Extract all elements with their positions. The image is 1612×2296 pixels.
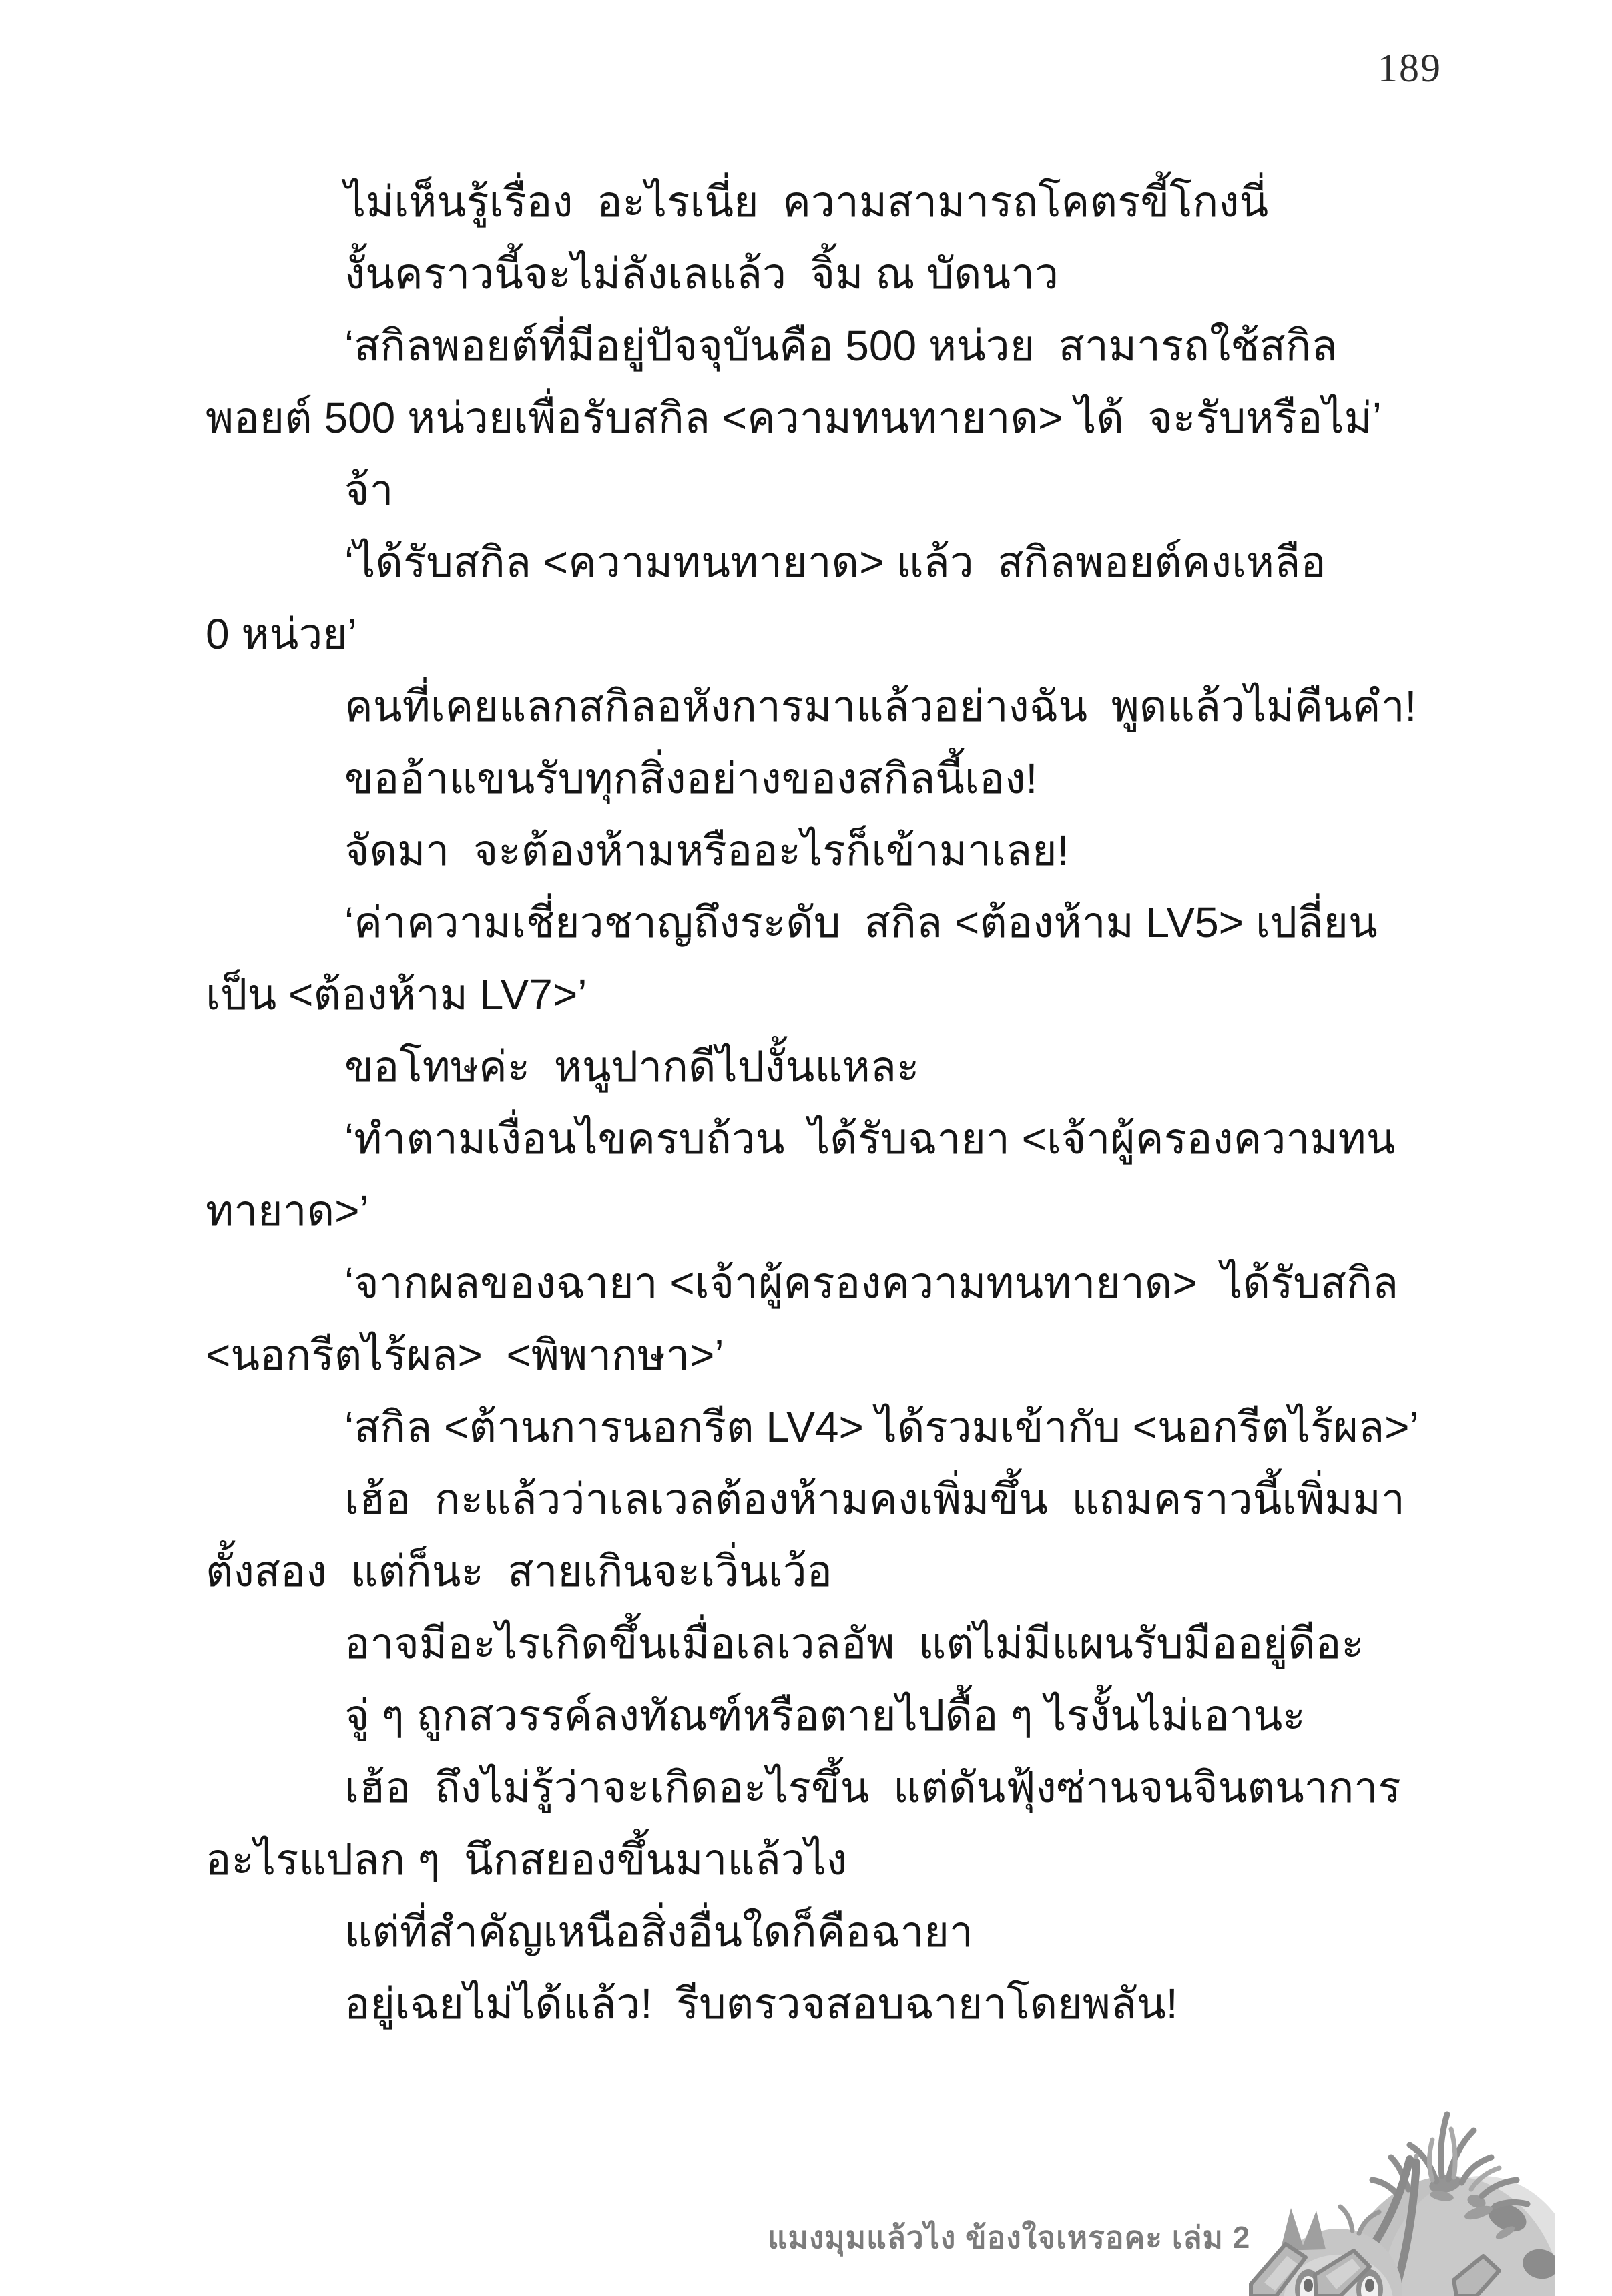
text-block	[206, 166, 1442, 2040]
text-line: ‘ค่าความเชี่ยวชาญถึงระดับ สกิล <ต้องห้าม LV5> เปลี่ยน	[344, 898, 1378, 946]
text-line: ตั้งสอง แต่ก็นะ สายเกินจะเวิ่นเว้อ	[206, 1547, 832, 1595]
text-line: ‘ได้รับสกิล <ความทนทายาด> แล้ว สกิลพอยต์คงเหลือ	[344, 538, 1326, 586]
text-line: จู่ ๆ ถูกสวรรค์ลงทัณฑ์หรือตายไปดื้อ ๆ ไรงั้นไม่เอานะ	[344, 1691, 1306, 1739]
text-line: ‘ทำตามเงื่อนไขครบถ้วน ได้รับฉายา <เจ้าผู้ครองความทน	[344, 1115, 1396, 1163]
text-line: ‘สกิล <ต้านการนอกรีต LV4> ได้รวมเข้ากับ <นอกรีตไร้ผล>’	[344, 1403, 1419, 1451]
text-line: คนที่เคยแลกสกิลอหังการมาแล้วอย่างฉัน พูดแล้วไม่คืนคำ!	[344, 682, 1417, 730]
text-line: อาจมีอะไรเกิดขึ้นเมื่อเลเวลอัพ แต่ไม่มีแผนรับมืออยู่ดีอะ	[344, 1619, 1364, 1667]
text-line: จัดมา จะต้องห้ามหรืออะไรก็เข้ามาเลย!	[344, 826, 1069, 874]
spider-illustration	[1242, 2096, 1555, 2296]
text-line: อยู่เฉยไม่ได้แล้ว! รีบตรวจสอบฉายาโดยพลัน!	[344, 1980, 1178, 2028]
text-line: เฮ้อ กะแล้วว่าเลเวลต้องห้ามคงเพิ่มขึ้น แถมคราวนี้เพิ่มมา	[344, 1475, 1405, 1523]
footer-book-title: แมงมุมแล้วไง ข้องใจเหรอคะ เล่ม 2	[768, 2220, 1251, 2255]
text-line: เฮ้อ ถึงไม่รู้ว่าจะเกิดอะไรขึ้น แต่ดันฟุ้งซ่านจนจินตนาการ	[344, 1763, 1401, 1811]
text-line: เป็น <ต้องห้าม LV7>’	[206, 970, 587, 1019]
text-line: จ้า	[344, 466, 394, 514]
text-line: ‘จากผลของฉายา <เจ้าผู้ครองความทนทายาด> ได้รับสกิล	[344, 1259, 1399, 1307]
text-line: ขออ้าแขนรับทุกสิ่งอย่างของสกิลนี้เอง!	[344, 754, 1038, 802]
text-line: อะไรแปลก ๆ นึกสยองขึ้นมาแล้วไง	[206, 1835, 848, 1884]
text-line: ทายาด>’	[206, 1187, 369, 1235]
text-line: 0 หน่วย’	[206, 610, 357, 658]
text-line: ไม่เห็นรู้เรื่อง อะไรเนี่ย ความสามารถโคตรขี้โกงนี่	[344, 178, 1269, 226]
text-line: พอยต์ 500 หน่วยเพื่อรับสกิล <ความทนทายาด> ได้ จะรับหรือไม่’	[206, 394, 1382, 442]
text-line: <นอกรีตไร้ผล> <พิพากษา>’	[206, 1331, 724, 1379]
text-line: แต่ที่สำคัญเหนือสิ่งอื่นใดก็คือฉายา	[344, 1908, 973, 1956]
text-line: ขอโทษค่ะ หนูปากดีไปงั้นแหละ	[344, 1043, 920, 1091]
page-number: 189	[1378, 46, 1442, 90]
text-line: ‘สกิลพอยต์ที่มีอยู่ปัจจุบันคือ 500 หน่วย สามารถใช้สกิล	[344, 322, 1338, 370]
text-line: งั้นคราวนี้จะไม่ลังเลแล้ว จิ้ม ณ บัดนาว	[344, 250, 1059, 298]
